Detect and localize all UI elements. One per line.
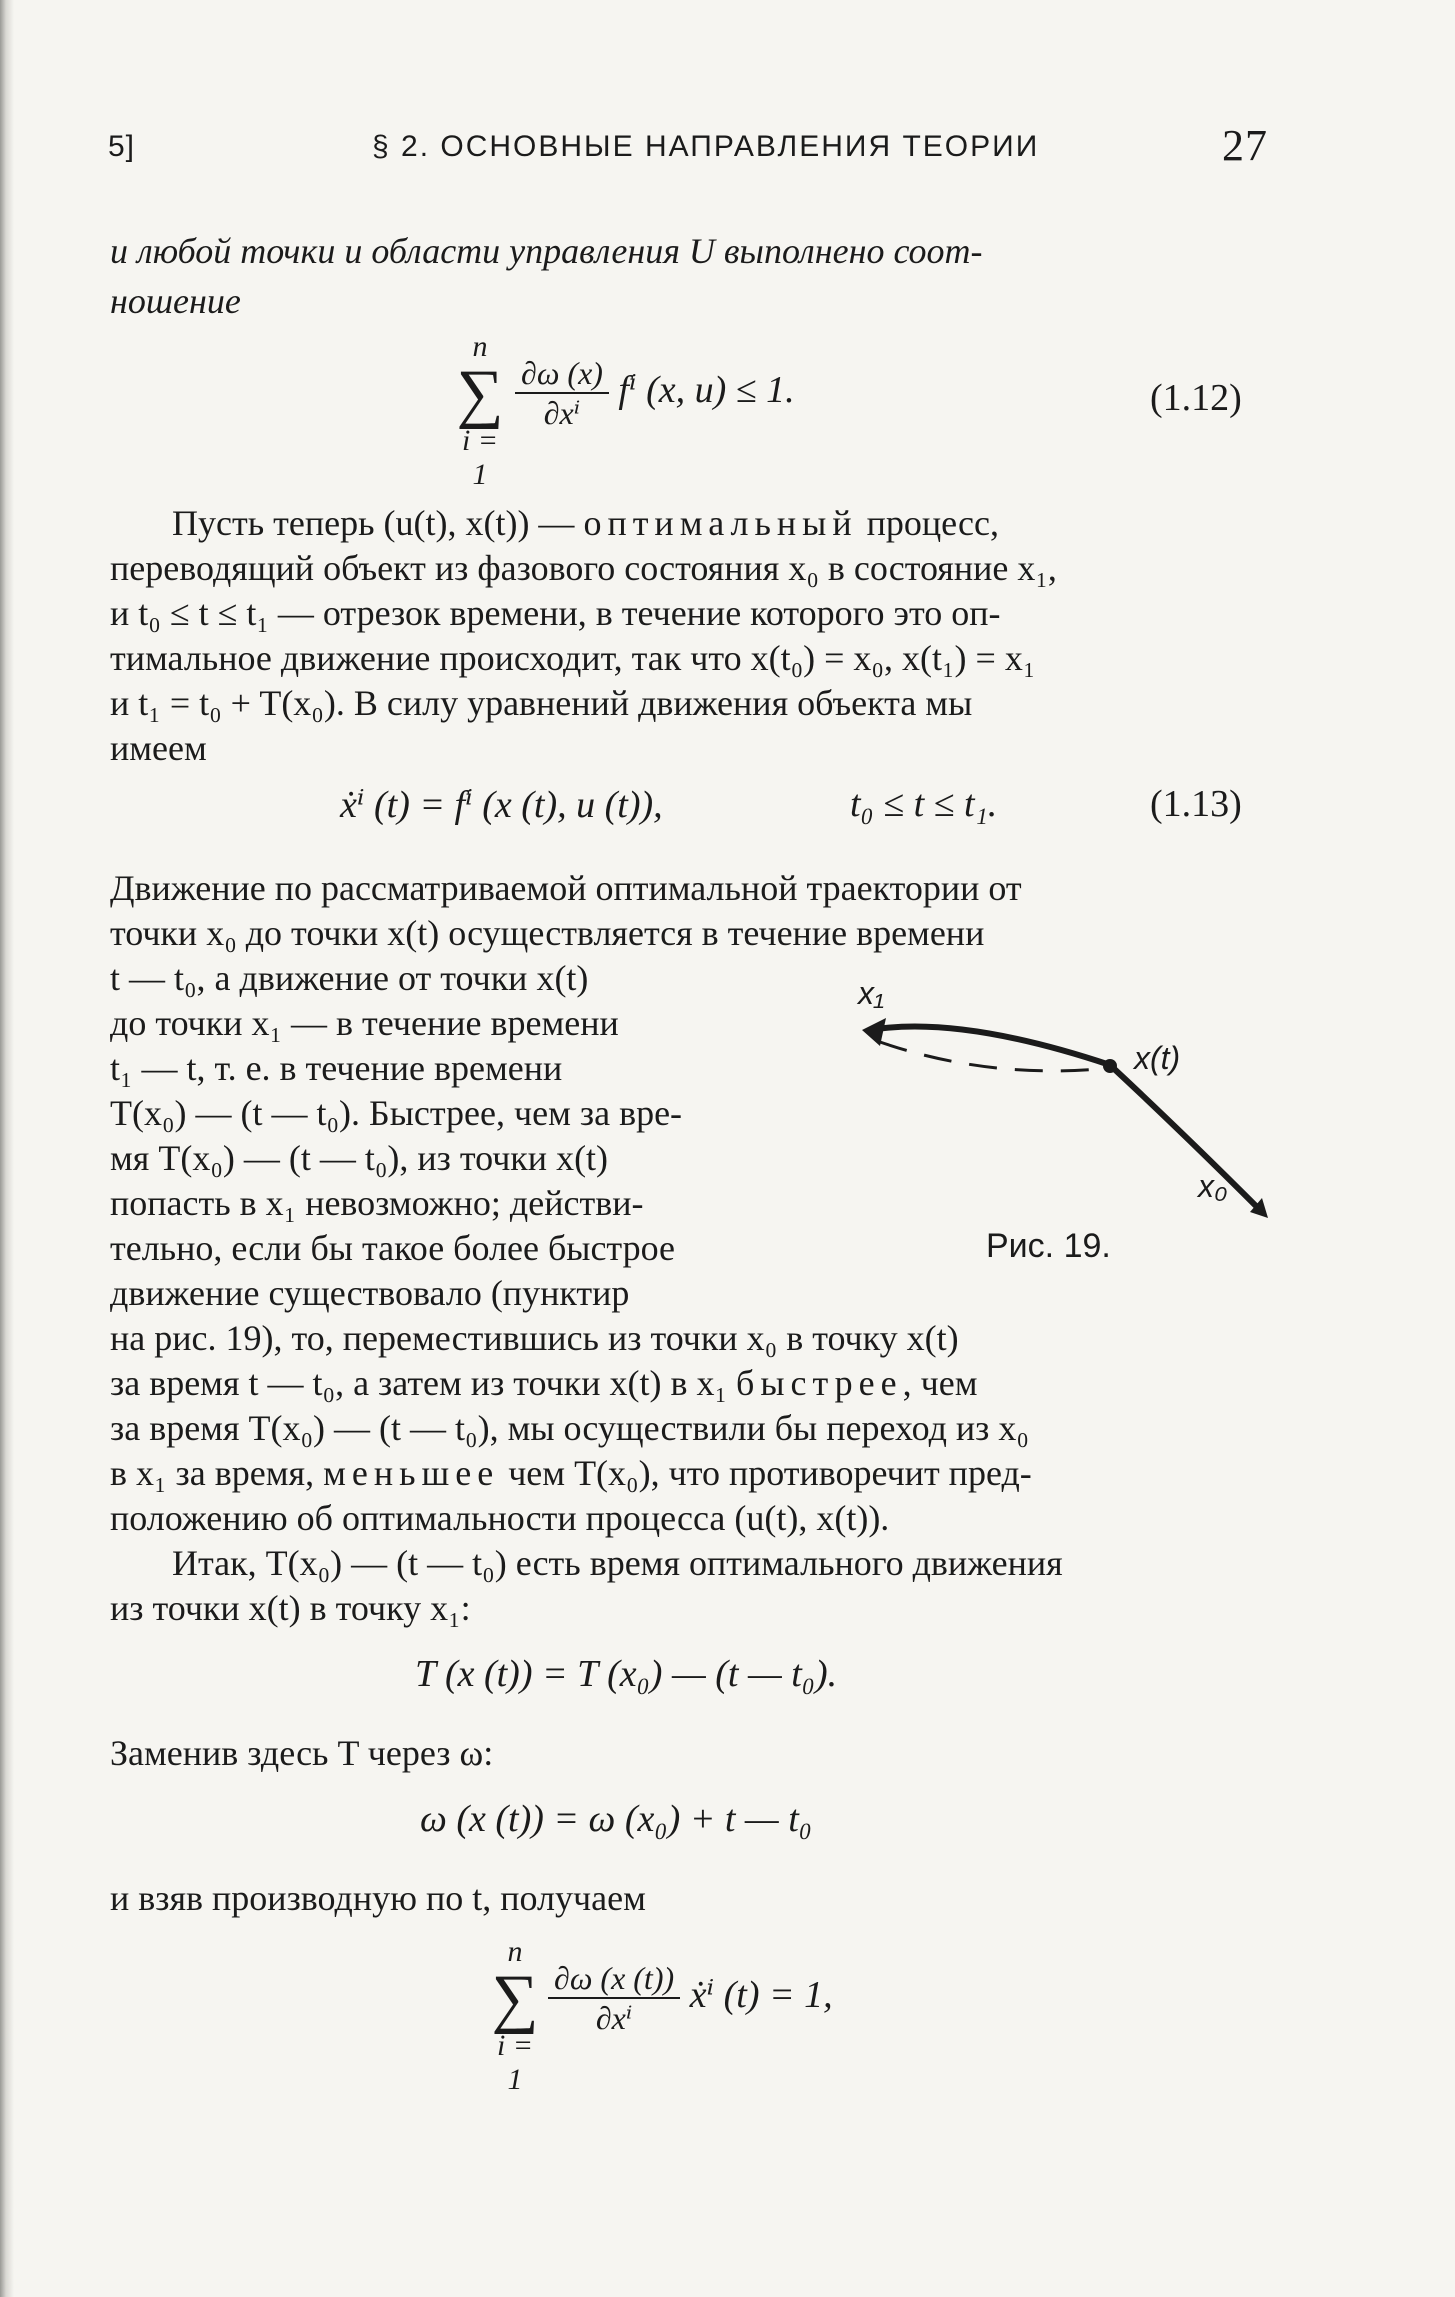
para2-line-4: до точки x₁ — в течение времени [110, 1003, 619, 1043]
running-header: § 2. ОСНОВНЫЕ НАПРАВЛЕНИЯ ТЕОРИИ [372, 130, 1040, 163]
para2-line-12c: , чем [902, 1363, 978, 1403]
para2-line-10: движение существовало (пунктир [110, 1273, 630, 1313]
eq112-rest: fⁱ (x, u) ≤ 1. [618, 369, 795, 412]
eq113-number: (1.13) [1150, 783, 1242, 825]
replace-line: Заменив здесь T через ω: [110, 1733, 494, 1773]
sigma-symbol: ∑ [491, 1962, 539, 2035]
para3-line-1: Итак, T(x₀) — (t — t₀) есть время оптимального движения [172, 1543, 1063, 1583]
eq112-sum-bottom: i = 1 [461, 424, 499, 491]
eq112-fraction [515, 355, 609, 432]
optimal-arc-upper [870, 1027, 1110, 1065]
eq112-sum-top: n [472, 330, 488, 363]
para2-emph-less: меньшее [323, 1453, 500, 1493]
sigma-symbol: ∑ [456, 357, 504, 430]
final-denominator: ∂xⁱ [548, 1997, 680, 2037]
para2-line-14a: в x₁ за время, [110, 1453, 324, 1493]
final-sum-top: n [507, 1935, 523, 1968]
equation-T: T (x (t)) = T (x₀) — (t — t₀). [415, 1653, 838, 1695]
derivative-line: и взяв производную по t, получаем [110, 1878, 646, 1918]
eq112-numerator: ∂ω (x) [521, 355, 603, 391]
eq112-sum [455, 330, 505, 492]
eq112-body [515, 355, 795, 432]
section-marker: 5] [108, 130, 136, 163]
para2-line-15: положению об оптимальности процесса (u(t), x(t)). [110, 1498, 890, 1538]
final-rest: ẋⁱ (t) = 1, [689, 1974, 833, 2017]
point-xt-marker [1103, 1059, 1117, 1073]
para2-line-9: тельно, если бы такое более быстрое [110, 1228, 676, 1268]
para2-line-14c: чем T(x₀), что противоречит пред- [499, 1453, 1032, 1493]
para1-line-1 [172, 502, 999, 544]
intro-line-1: и любой точки и области управления U выполнено соот- [110, 231, 983, 271]
para1-line-6: имеем [110, 728, 207, 768]
para2-line-13: за время T(x₀) — (t — t₀), мы осуществили бы переход из x₀ [110, 1408, 1029, 1448]
optimal-arc-lower [1110, 1065, 1260, 1210]
para2-line-14 [110, 1452, 1032, 1494]
figure-caption: Рис. 19. [986, 1227, 1111, 1265]
para3-line-2: из точки x(t) в точку x₁: [110, 1588, 471, 1628]
para2-line-12 [110, 1362, 978, 1404]
final-eq-sum [490, 1935, 540, 2097]
page-number: 27 [1222, 121, 1268, 170]
final-sum-bottom: i = 1 [496, 2029, 534, 2096]
figure-label-xt: x(t) [1134, 1040, 1181, 1076]
eq112-denominator: ∂xⁱ [515, 392, 609, 432]
para2-line-7: мя T(x₀) — (t — t₀), из точки x(t) [110, 1138, 609, 1178]
para1-line-4: тимальное движение происходит, так что x(t₀) = x₀, x(t₁) = x₁ [110, 638, 1036, 678]
figure-label-x0: x₀ [1198, 1168, 1228, 1204]
para2-line-2: точки x₀ до точки x(t) осуществляется в течение времени [110, 913, 985, 953]
para2-line-1: Движение по рассматриваемой оптимальной траектории от [110, 868, 1022, 908]
figure-label-x1: x₁ [858, 975, 885, 1011]
para1-line-1a: Пусть теперь (u(t), x(t)) — [172, 503, 584, 543]
para2-line-6: T(x₀) — (t — t₀). Быстрее, чем за вре- [110, 1093, 683, 1133]
final-numerator: ∂ω (x (t)) [554, 1960, 675, 1996]
para2-emph-faster: быстрее [736, 1363, 903, 1403]
final-eq-body [548, 1960, 833, 2037]
eq112-number: (1.12) [1150, 377, 1242, 419]
final-fraction [548, 1960, 680, 2037]
eq113-right: t₀ ≤ t ≤ t₁. [850, 783, 998, 825]
para1-line-5: и t₁ = t₀ + T(x₀). В силу уравнений движения объекта мы [110, 683, 973, 723]
intro-line-2: ношение [110, 281, 241, 321]
para2-line-8: попасть в x₁ невозможно; действи- [110, 1183, 644, 1223]
para1-line-1c: процесс, [857, 503, 1000, 543]
equation-omega: ω (x (t)) = ω (x₀) + t — t₀ [420, 1798, 812, 1840]
para2-line-11: на рис. 19), то, переместившись из точки x₀ в точку x(t) [110, 1318, 959, 1358]
para2-line-5: t₁ — t, т. е. в течение времени [110, 1048, 563, 1088]
para1-line-3: и t₀ ≤ t ≤ t₁ — отрезок времени, в течение которого это оп- [110, 593, 1001, 633]
para2-line-3: t — t₀, а движение от точки x(t) [110, 958, 589, 998]
para2-line-12a: за время t — t₀, а затем из точки x(t) в x₁ [110, 1363, 737, 1403]
eq113-left: ẋⁱ (t) = fⁱ (x (t), u (t)), [340, 784, 663, 826]
para1-line-2: переводящий объект из фазового состояния x₀ в состояние x₁, [110, 548, 1057, 588]
para1-emph-optimal: оптимальный [583, 503, 858, 543]
